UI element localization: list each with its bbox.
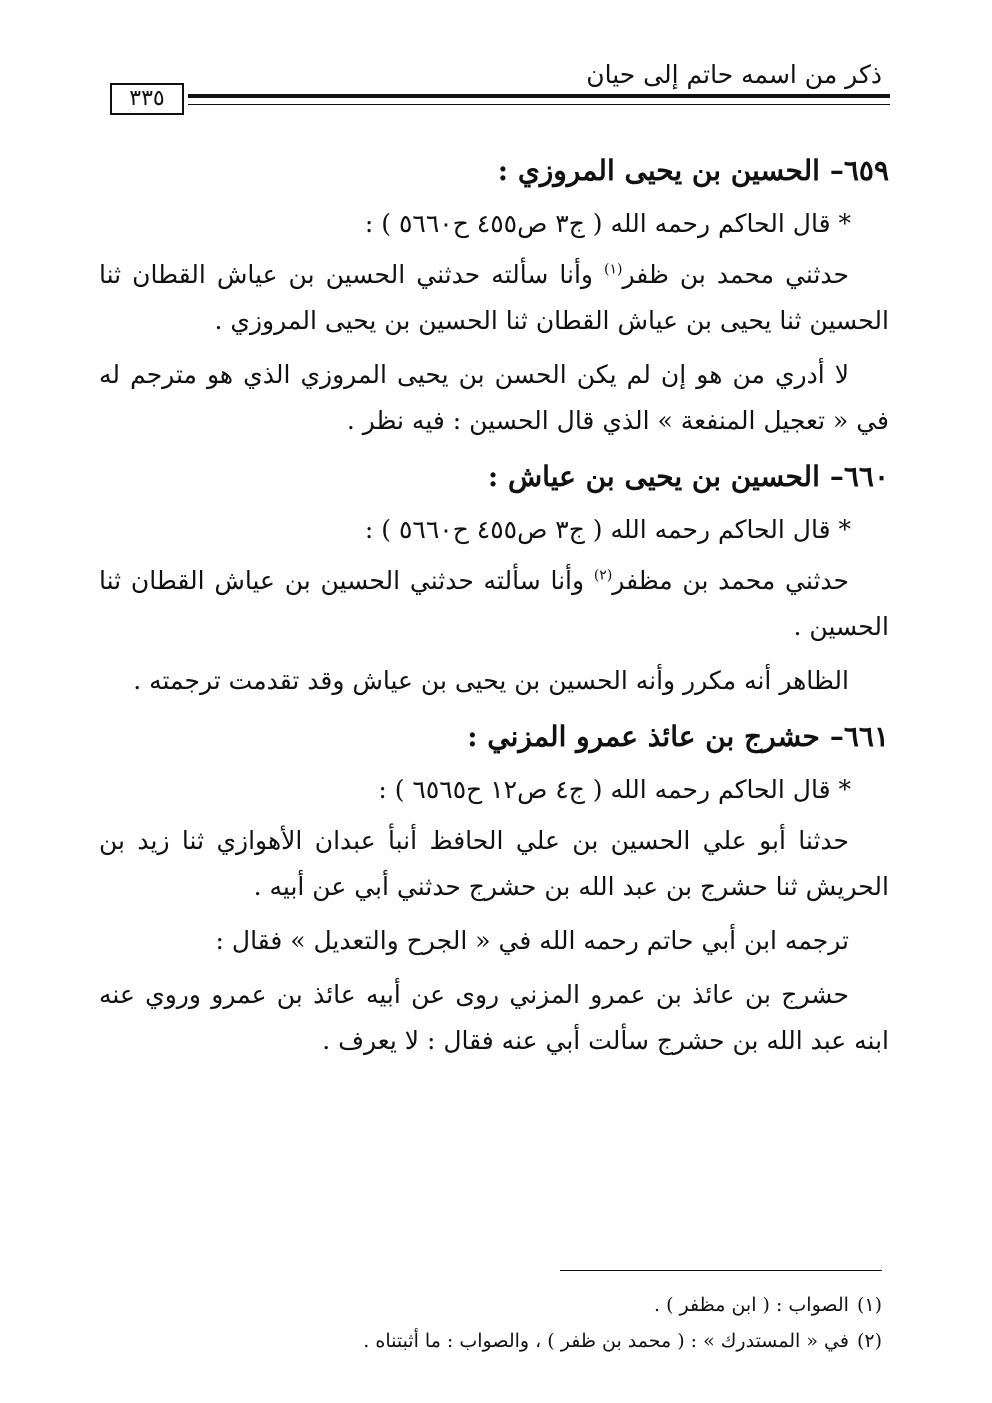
entry-title: حشرج بن عائذ عمرو المزني : bbox=[467, 720, 820, 753]
footnote-ref[interactable]: (١) bbox=[604, 261, 623, 278]
narration-text: وأنا سألته حدثني الحسين بن عياش القطان ثنا الحسين ثنا يحيى بن عياش القطان ثنا الحسين بن يحيى المروزي . bbox=[99, 260, 889, 335]
footnote-item bbox=[102, 1287, 882, 1323]
footnotes bbox=[102, 1287, 882, 1359]
footnote-ref[interactable]: (٢) bbox=[593, 567, 613, 584]
entry-heading-659 bbox=[99, 146, 889, 199]
footnote-number: (٢) bbox=[856, 1330, 882, 1352]
footnote-item bbox=[102, 1323, 882, 1359]
entry-heading-660 bbox=[99, 452, 889, 505]
footnote-number: (١) bbox=[856, 1294, 882, 1316]
comment-paragraph: لا أدري من هو إن لم يكن الحسن بن يحيى المروزي الذي هو مترجم له في « تعجيل المنفعة » الذي قال الحسين : فيه نظر . bbox=[99, 360, 889, 435]
narration-text: حدثني محمد بن مظفر bbox=[612, 566, 849, 595]
narration-text: وأنا سألته حدثني الحسين بن عياش القطان ثنا الحسين . bbox=[99, 566, 889, 641]
entry-heading-661 bbox=[99, 712, 889, 765]
comment-paragraph: الظاهر أنه مكرر وأنه الحسين بن يحيى بن عياش وقد تقدمت ترجمته . bbox=[133, 666, 849, 695]
entry-number: ٦٥٩– bbox=[829, 154, 889, 187]
source-citation: * قال الحاكم رحمه الله ( ج٣ ص٤٥٥ ح٥٦٦٠ ) : bbox=[364, 515, 851, 544]
narration-paragraph bbox=[99, 252, 889, 344]
running-header-title: ذكر من اسمه حاتم إلى حيان bbox=[586, 60, 882, 89]
comment-paragraph: ترجمه ابن أبي حاتم رحمه الله في « الجرح والتعديل » فقال : bbox=[215, 926, 849, 955]
page-number-box: ٣٣٥ bbox=[110, 83, 184, 115]
entry-title: الحسين بن يحيى المروزي : bbox=[497, 154, 820, 187]
footnote-text: الصواب : ( ابن مظفر ) . bbox=[654, 1294, 849, 1316]
footnote-separator bbox=[560, 1270, 882, 1271]
narration-text: حدثني محمد بن ظفر bbox=[622, 260, 849, 289]
quote-paragraph: حشرج بن عائذ بن عمرو المزني روى عن أبيه عائذ بن عمرو وروي عنه ابنه عبد الله بن حشرج سألت أبي عنه فقال : لا يعرف . bbox=[99, 980, 889, 1055]
source-citation: * قال الحاكم رحمه الله ( ج٣ ص٤٥٥ ح٥٦٦٠ ) : bbox=[364, 209, 851, 238]
entry-title: الحسين بن يحيى بن عياش : bbox=[487, 460, 820, 493]
page-body bbox=[99, 146, 889, 1072]
entry-number: ٦٦١– bbox=[829, 720, 889, 753]
narration-paragraph: حدثنا أبو علي الحسين بن علي الحافظ أنبأ عبدان الأهوازي ثنا زيد بن الحريش ثنا حشرج بن عبد الله بن حشرج حدثني أبي عن أبيه . bbox=[99, 826, 889, 901]
narration-paragraph bbox=[99, 558, 889, 650]
footnote-text: في « المستدرك » : ( محمد بن ظفر ) ، والصواب : ما أثبتناه . bbox=[363, 1330, 849, 1352]
entry-number: ٦٦٠– bbox=[829, 460, 889, 493]
header-rule-thin bbox=[188, 104, 890, 105]
source-citation: * قال الحاكم رحمه الله ( ج٤ ص١٢ ح٦٥٦٥ ) : bbox=[378, 775, 851, 804]
header-rule bbox=[188, 94, 890, 98]
